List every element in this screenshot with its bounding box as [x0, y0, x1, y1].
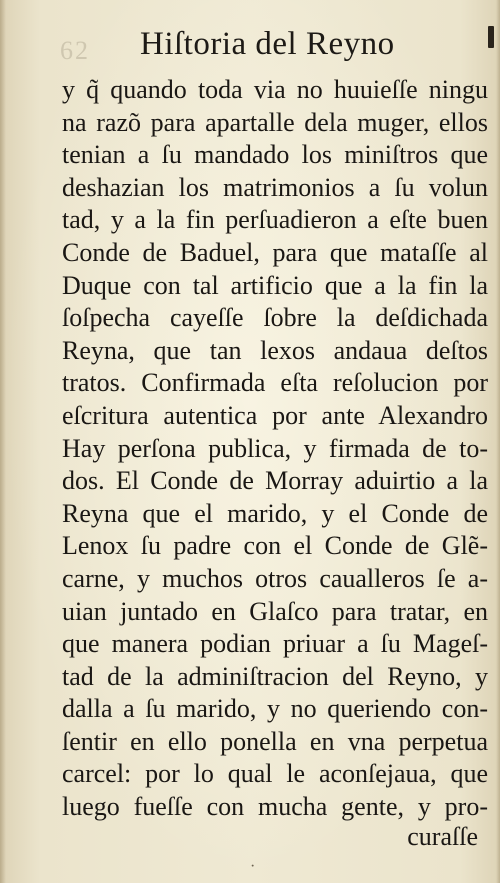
text-line: Lenox ſu padre con el Conde de Glẽ- [62, 531, 488, 561]
text-line: y q̃ quando toda via no huuieſſe ningu [62, 75, 488, 104]
text-line: deshazian los matrimonios a ſu volun [62, 172, 488, 202]
text-line: carcel: por lo qual le aconſejaua, que [62, 759, 488, 789]
text-line: tad de la adminiſtracion del Reyno, y [62, 661, 488, 691]
text-line: Reyna que el marido, y el Conde de [62, 498, 488, 528]
text-line: carne, y muchos otros caualleros ſe a- [62, 563, 488, 593]
footer-mark: · [250, 858, 256, 875]
catchword: curaſſe [407, 822, 478, 851]
text-line: na razõ para apartalle dela muger, ellos [62, 107, 488, 137]
text-line: ſoſpecha cayeſſe ſobre la deſdichada [62, 303, 488, 333]
text-line: dalla a ſu marido, y no queriendo con- [62, 694, 488, 724]
text-line: Hay perſona publica, y firmada de to- [62, 433, 488, 463]
text-line: Reyna, que tan lexos andaua deſtos [62, 335, 488, 365]
page-header [0, 26, 500, 70]
text-line: tratos. Confirmada eſta reſolucion por [62, 368, 488, 398]
text-line: Conde de Baduel, para que mataſſe al [62, 237, 488, 267]
folio-number: 62 [60, 36, 90, 65]
text-line: Duque con tal artificio que a la fin la [62, 270, 488, 300]
page-edge-right [496, 0, 500, 883]
text-line: uian juntado en Glaſco para tratar, en [62, 596, 488, 626]
text-line: eſcritura autentica por ante Alexandro [62, 400, 488, 430]
text-line: tenian a ſu mandado los miniſtros que [62, 140, 488, 170]
text-line: tad, y a la fin perſuadieron a eſte buen [62, 205, 488, 235]
text-line: dos. El Conde de Morray aduirtio a la [62, 466, 488, 496]
text-line: ſentir en ello ponella en vna perpetua [62, 726, 488, 756]
text-line: luego fueſſe con mucha gente, y pro- [62, 792, 488, 822]
text-line: que manera podian priuar a ſu Mageſ- [62, 629, 488, 659]
running-head: Hiſtoria del Reyno [140, 26, 395, 62]
body-text [62, 74, 488, 824]
corner-tab-mark [488, 26, 494, 48]
page-edge-left [0, 0, 6, 883]
